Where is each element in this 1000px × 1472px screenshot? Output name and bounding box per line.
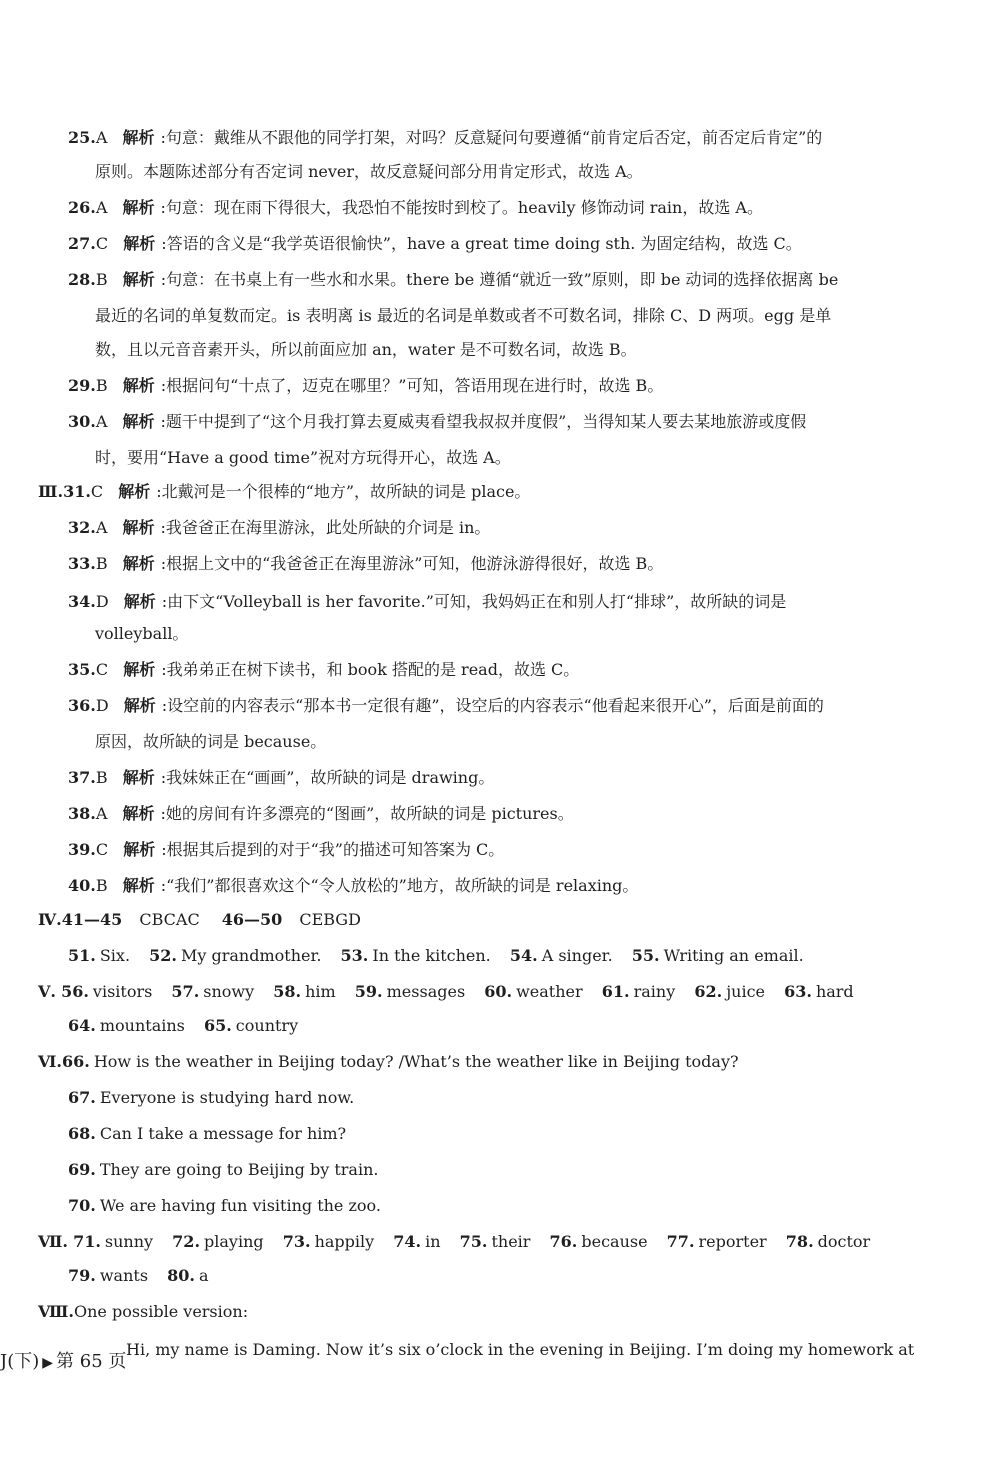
q36-label: 解析 [123,696,156,715]
answer-item: 54. A singer. [509,946,613,965]
answer-item: 63. hard [784,982,854,1001]
section5-row1 [38,982,868,1002]
q25-line1: 25.A 解析 :句意：戴维从不跟他的同学打架，对吗？反意疑问句要遵循“前肯定后否定，前否定后肯定”的 [68,128,823,147]
q38-text: 她的房间有许多漂亮的“图画”，故所缺的词是 pictures。 [165,804,574,823]
q32-line: 32.A 解析 :我爸爸正在海里游泳，此处所缺的介词是 in。 [68,518,491,537]
answer-item: 52. My grandmother. [149,946,322,965]
triangle-arrow-icon: ▶ [42,1355,54,1371]
section7-roman: Ⅶ. [38,1232,68,1251]
answer-item: 79. wants [68,1266,149,1285]
section3-roman: Ⅲ. [38,482,64,501]
answer-item: 76. because [549,1232,648,1251]
q31-line: Ⅲ.31.C 解析 :北戴河是一个很棒的“地方”，故所缺的词是 place。 [38,482,531,501]
section8-heading: One possible version: [73,1302,249,1321]
q38-answer: A [95,804,108,823]
answer-item: 70. We are having fun visiting the zoo. [68,1196,381,1215]
q36-answer: D [95,696,109,715]
q28-number: 28. [68,270,96,289]
q37-answer: B [95,768,108,787]
answer-item: 61. rainy [601,982,676,1001]
q39-line: 39.C 解析 :根据其后提到的对于“我”的描述可知答案为 C。 [68,840,505,859]
q32-answer: A [95,518,108,537]
q29-text: 根据问句“十点了，迈克在哪里？”可知，答语用现在进行时，故选 B。 [166,376,664,395]
section4-range1: 41—45 [61,910,123,929]
section4-range2: 46—50 [221,910,283,929]
q40-label: 解析 [122,876,155,895]
q26-number: 26. [68,198,96,217]
q35-label: 解析 [123,660,156,679]
answer-item: 78. doctor [785,1232,871,1251]
answer-item: 72. playing [172,1232,264,1251]
q34-label: 解析 [123,592,156,611]
q35-answer: C [95,660,109,679]
q39-number: 39. [68,840,96,859]
q35-number: 35. [68,660,96,679]
q30-text-line1: 题干中提到了“这个月我打算去夏威夷看望我叔叔并度假”，当得知某人要去某地旅游或度假 [165,412,807,431]
answer-item: 64. mountains [68,1016,185,1035]
answer-item: 74. in [393,1232,441,1251]
answer-item: 59. messages [354,982,466,1001]
q33-label: 解析 [122,554,155,573]
q30-answer: A [95,412,108,431]
q40-line: 40.B 解析 :“我们”都很喜欢这个“令人放松的”地方，故所缺的词是 relaxing。 [68,876,639,895]
q38-line: 38.A 解析 :她的房间有许多漂亮的“图画”，故所缺的词是 pictures。 [68,804,574,823]
section4-roman: Ⅳ. [38,910,62,929]
answer-item: 53. In the kitchen. [340,946,491,965]
q33-number: 33. [68,554,96,573]
q28-label: 解析 [122,270,155,289]
answer-item: 73. happily [282,1232,375,1251]
q40-text: “我们”都很喜欢这个“令人放松的”地方，故所缺的词是 relaxing。 [166,876,639,895]
q38-label: 解析 [122,804,155,823]
q33-text: 根据上文中的“我爸爸正在海里游泳”可知，他游泳游得很好，故选 B。 [166,554,664,573]
answer-item: 51. Six. [68,946,131,965]
q35-text: 我弟弟正在树下读书，和 book 搭配的是 read，故选 C。 [166,660,580,679]
q34-line1: 34.D 解析 :由下文“Volleyball is her favorite.”可知，我妈妈正在和别人打“排球”，故所缺的词是 [68,592,787,611]
q34-number: 34. [68,592,96,611]
section8-roman: Ⅷ. [38,1302,74,1321]
q28-line2: 最近的名词的单复数而定。is 表明离 is 最近的名词是单数或者不可数名词，排除 C、D 两项。egg 是单 [95,306,832,325]
q30-label: 解析 [122,412,155,431]
q33-answer: B [95,554,108,573]
section8-heading-line [38,1302,248,1322]
q26-answer: A [95,198,108,217]
answer-item: 71. sunny [73,1232,154,1251]
q26-text: 句意：现在雨下得很大，我恐怕不能按时到校了。heavily 修饰动词 rain，故选 A。 [165,198,763,217]
section7-row1 [38,1232,884,1252]
q37-label: 解析 [122,768,155,787]
q29-label: 解析 [122,376,155,395]
q31-answer: C [90,482,104,501]
q31-text: 北戴河是一个很棒的“地方”，故所缺的词是 place。 [161,482,531,501]
answer-item: 80. a [167,1266,209,1285]
q29-answer: B [95,376,108,395]
q30-line1: 30.A 解析 :题干中提到了“这个月我打算去夏威夷看望我叔叔并度假”，当得知某人要去某地旅游或度假 [68,412,807,431]
q40-number: 40. [68,876,96,895]
section8-paragraph: Hi, my name is Daming. Now it’s six o’clock in the evening in Beijing. I’m doing my homework at [126,1340,915,1359]
section6-roman: Ⅵ. [38,1052,62,1071]
q28-line3: 数，且以元音音素开头，所以前面应加 an，water 是不可数名词，故选 B。 [95,340,637,359]
section5-row2 [68,1016,312,1036]
q36-line2: 原因，故所缺的词是 because。 [95,732,327,751]
answer-item: 60. weather [484,982,583,1001]
q29-number: 29. [68,376,96,395]
q27-number: 27. [68,234,96,253]
q31-label: 解析 [118,482,151,501]
q26-label: 解析 [122,198,155,217]
q40-answer: B [95,876,108,895]
page-footer [0,1350,126,1375]
q38-number: 38. [68,804,96,823]
q30-number: 30. [68,412,96,431]
q39-label: 解析 [123,840,156,859]
q31-number: 31. [63,482,91,501]
q25-number: 25. [68,128,96,147]
section4-answers2: CEBGD [299,910,361,929]
section4-row2 [68,946,818,966]
q30-line2: 时，要用“Have a good time”祝对方玩得开心，故选 A。 [95,448,511,467]
q33-line: 33.B 解析 :根据上文中的“我爸爸正在海里游泳”可知，他游泳游得很好，故选 B。 [68,554,664,573]
answer-item: 68. Can I take a message for him? [68,1124,347,1143]
section5-roman: Ⅴ. [38,982,56,1001]
q32-text: 我爸爸正在海里游泳，此处所缺的介词是 in。 [165,518,491,537]
edition-label: J(下) [0,1351,40,1372]
q36-line1: 36.D 解析 :设空前的内容表示“那本书一定很有趣”，设空后的内容表示“他看起来很开心”，后面是前面的 [68,696,824,715]
answer-item: 77. reporter [666,1232,767,1251]
q36-number: 36. [68,696,96,715]
q34-text-line1: 由下文“Volleyball is her favorite.”可知，我妈妈正在和别人打“排球”，故所缺的词是 [167,592,787,611]
q66-text: How is the weather in Beijing today? /What’s the weather like in Beijing today? [93,1052,739,1071]
q25-answer: A [95,128,108,147]
q26-line: 26.A 解析 :句意：现在雨下得很大，我恐怕不能按时到校了。heavily 修饰动词 rain，故选 A。 [68,198,763,217]
q25-line2: 原则。本题陈述部分有否定词 never，故反意疑问部分用肯定形式，故选 A。 [95,162,643,181]
answer-item: 58. him [273,982,336,1001]
answer-item: 56. visitors [61,982,153,1001]
page-number: 第 65 页 [56,1351,127,1372]
answer-item: 75. their [459,1232,531,1251]
q32-label: 解析 [122,518,155,537]
q27-answer: C [95,234,109,253]
answer-item: 62. juice [694,982,765,1001]
answer-item: 65. country [203,1016,299,1035]
q27-line: 27.C 解析 :答语的含义是“我学英语很愉快”，have a great time doing sth. 为固定结构，故选 C。 [68,234,802,253]
q28-text-line1: 句意：在书桌上有一些水和水果。there be 遵循“就近一致”原则，即 be 动词的选择依据离 be [166,270,839,289]
answer-item: 55. Writing an email. [631,946,804,965]
q29-line: 29.B 解析 :根据问句“十点了，迈克在哪里？”可知，答语用现在进行时，故选 B。 [68,376,664,395]
q39-answer: C [95,840,109,859]
q66-number: 66. [61,1052,90,1071]
q34-answer: D [95,592,109,611]
q37-number: 37. [68,768,96,787]
q27-text: 答语的含义是“我学英语很愉快”，have a great time doing sth. 为固定结构，故选 C。 [166,234,802,253]
q37-line: 37.B 解析 :我妹妹正在“画画”，故所缺的词是 drawing。 [68,768,495,787]
q36-text-line1: 设空前的内容表示“那本书一定很有趣”，设空后的内容表示“他看起来很开心”，后面是前面的 [167,696,824,715]
q35-line: 35.C 解析 :我弟弟正在树下读书，和 book 搭配的是 read，故选 C。 [68,660,580,679]
answer-item: 67. Everyone is studying hard now. [68,1088,355,1107]
q32-number: 32. [68,518,96,537]
q25-text-line1: 句意：戴维从不跟他的同学打架，对吗？反意疑问句要遵循“前肯定后否定，前否定后肯定”的 [165,128,823,147]
section6-row1 [38,1052,739,1072]
q25-label: 解析 [122,128,155,147]
q34-line2: volleyball。 [95,624,189,643]
answer-item: 69. They are going to Beijing by train. [68,1160,379,1179]
section4-row1 [38,910,361,930]
answer-item: 57. snowy [171,982,255,1001]
section4-answers1: CBCAC [139,910,200,929]
q28-answer: B [95,270,108,289]
q27-label: 解析 [123,234,156,253]
q28-line1: 28.B 解析 :句意：在书桌上有一些水和水果。there be 遵循“就近一致”原则，即 be 动词的选择依据离 be [68,270,839,289]
section7-row2 [68,1266,223,1286]
q37-text: 我妹妹正在“画画”，故所缺的词是 drawing。 [166,768,495,787]
q39-text: 根据其后提到的对于“我”的描述可知答案为 C。 [166,840,505,859]
